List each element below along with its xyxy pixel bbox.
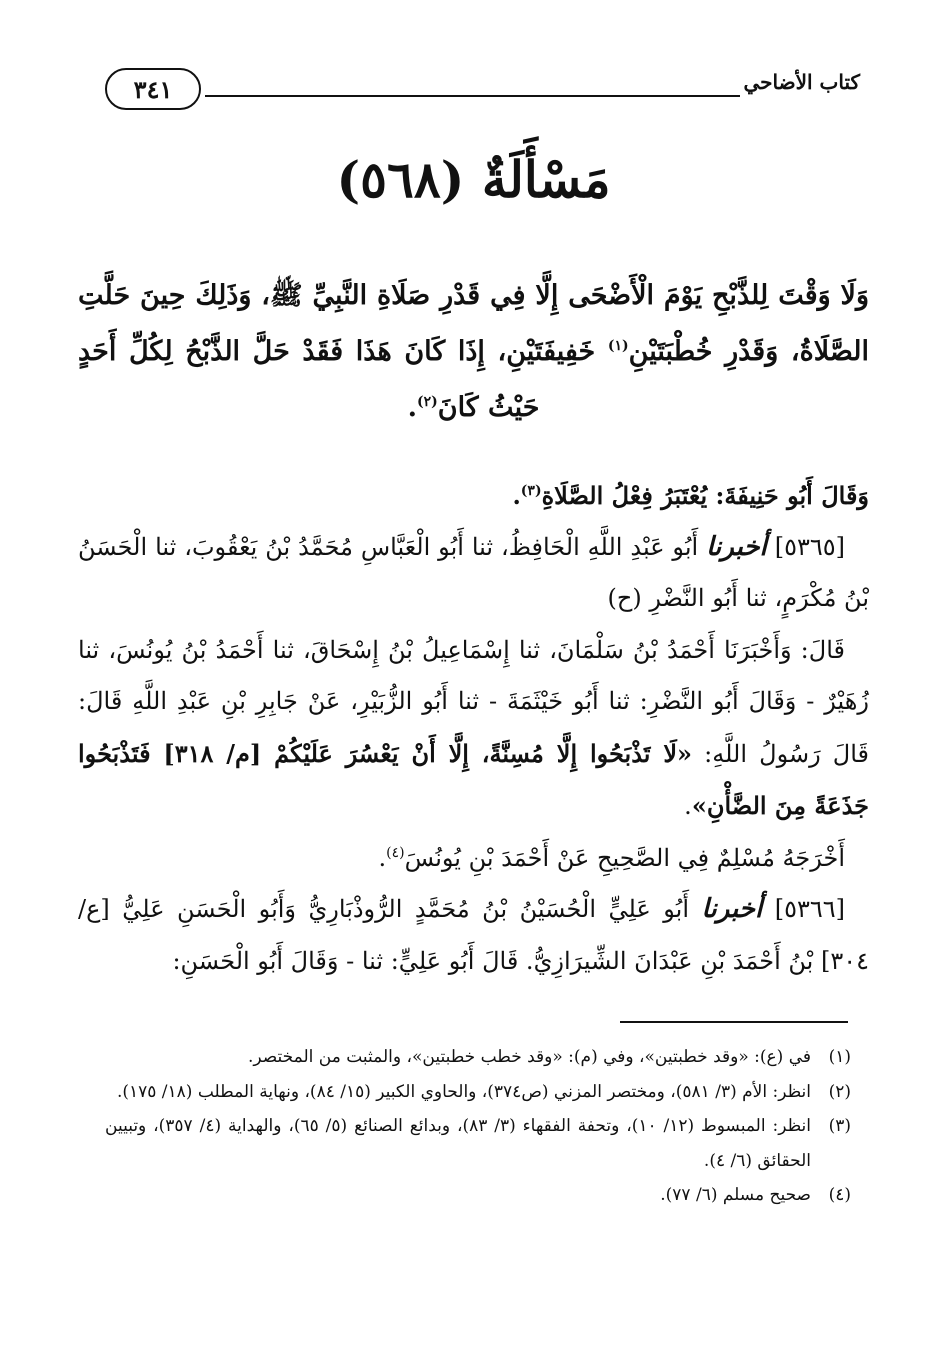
footnote-item: [105, 1109, 851, 1178]
footnote-separator: [620, 1021, 848, 1023]
matn-main: وَلَا وَقْتَ لِلذَّبْحِ يَوْمَ الْأَضْحَى إِلَّا فِي قَدْرِ صَلَاةِ النَّبِيِّ ﷺ، وَذَلِكَ حِينَ حَلَّتِ الصَّلَاةُ، وَقَدْرِ خُطْبَتَيْنِ: [78, 280, 869, 367]
isnad-line: أَبُو عَلِيٍّ الْحُسَيْنُ بْنُ مُحَمَّدٍ الرُّوذْبَارِيُّ وَأَبُو الْحَسَنِ عَلِيُّ [ع/ ٣٠٤] بْنُ أَحْمَدَ بْنِ عَبْدَانَ الشِّيرَازِيُّ. قَالَ أَبُو عَلِيٍّ: ثنا - وَقَالَ أَبُو الْحَسَنِ:: [78, 895, 869, 975]
abu-hanifa-paragraph: [78, 470, 869, 522]
akhbarana-label: أخبرنا: [706, 531, 767, 562]
abu-hanifa-text: وَقَالَ أَبُو حَنِيفَةَ: يُعْتَبَرُ فِعْلُ الصَّلَاةِ: [541, 481, 869, 510]
running-header: [105, 68, 860, 112]
footnote-text: في (ع): «وقد خطبتين»، وفي (م): «وقد خطب خطبتين»، والمثبت من المختصر.: [247, 1047, 811, 1067]
footnote-ref-1[interactable]: (١): [607, 338, 629, 354]
footnote-number: (٤): [828, 1185, 851, 1205]
matn-end: .: [407, 392, 417, 423]
matn-text: [78, 268, 869, 436]
footnote-ref-2[interactable]: (٢): [416, 394, 438, 410]
takhrij-paragraph: [78, 833, 869, 885]
commentary-body: [78, 470, 869, 987]
takhrij-tail: .: [378, 843, 387, 872]
isnad-line: قَالَ: وَأَخْبَرَنَا أَحْمَدُ بْنُ سَلْمَانَ، ثنا إِسْمَاعِيلُ بْنُ إِسْحَاقَ، ثنا أَحْمَدُ بْنُ يُونُسَ، ثنا زُهَيْرٌ - وَقَالَ أَبُو النَّضْرِ: ثنا أَبُو خَيْثَمَةَ - ثنا أَبُو الزُّبَيْرِ، عَنْ جَابِرِ بْنِ عَبْدِ اللَّهِ قَالَ: قَالَ رَسُولُ اللَّهِ:: [78, 635, 870, 768]
hadith-5365-paragraph: [78, 522, 869, 625]
hadith-number: [٥٣٦٦]: [774, 895, 845, 923]
footnote-text: صحيح مسلم (٦/ ٧٧).: [660, 1185, 811, 1205]
hadith-5365-continuation: [78, 625, 869, 833]
footnote-text: انظر: الأم (٣/ ٥٨١)، ومختصر المزني (ص٣٧٤)، والحاوي الكبير (١٥/ ٨٤)، ونهاية المطلب (١٨/ ١٧٥).: [116, 1081, 811, 1102]
footnote-ref-4[interactable]: (٤): [386, 844, 405, 861]
book-title: كتاب الأضاحي: [743, 70, 860, 94]
footnote-number: (٣): [828, 1116, 851, 1136]
hadith-quote: «لَا تَذْبَحُوا إِلَّا مُسِنَّةً، إِلَّا أَنْ يَعْسُرَ عَلَيْكُمْ [م/ ٣١٨] فَتَذْبَحُوا جَذَعَةً مِنَ الضَّأْنِ»: [78, 738, 869, 820]
hadith-5366-paragraph: [78, 884, 869, 987]
hadith-quote-tail: .: [684, 792, 692, 820]
abu-hanifa-tail: .: [512, 481, 521, 510]
page-number: ٣٤١: [105, 68, 201, 110]
footnotes: [105, 1040, 851, 1213]
footnote-ref-3[interactable]: (٣): [520, 483, 542, 499]
hadith-number: [٥٣٦٥]: [774, 532, 845, 561]
footnote-number: (٢): [828, 1081, 851, 1102]
matn-middle: خَفِيفَتَيْنِ، إِذَا كَانَ هَذَا فَقَدْ حَلَّ الذَّبْحُ لِكُلِّ أَحَدٍ حَيْثُ كَانَ: [78, 336, 608, 423]
footnote-text: انظر: المبسوط (١٢/ ١٠)، وتحفة الفقهاء (٣/ ٨٣)، وبدائع الصنائع (٥/ ٦٥)، والهداية (٤/ ٣٥٧)، وتبيين الحقائق (٦/ ٤).: [105, 1116, 811, 1171]
issue-title: مَسْأَلَةٌ (٥٦٨): [336, 150, 611, 209]
footnote-item: [105, 1178, 851, 1213]
isnad-line: أَبُو عَبْدِ اللَّهِ الْحَافِظُ، ثنا أَبُو الْعَبَّاسِ مُحَمَّدُ بْنُ يَعْقُوبَ، ثنا الْحَسَنُ بْنُ مُكْرَمٍ، ثنا أَبُو النَّضْرِ (ح): [78, 532, 869, 612]
takhrij-text: أَخْرَجَهُ مُسْلِمٌ فِي الصَّحِيحِ عَنْ أَحْمَدَ بْنِ يُونُسَ: [404, 843, 845, 872]
footnote-item: [105, 1075, 851, 1110]
footnote-number: (١): [828, 1047, 851, 1067]
footnote-item: [105, 1040, 851, 1075]
header-rule: [205, 95, 740, 97]
akhbarana-label: أخبرنا: [701, 894, 763, 924]
